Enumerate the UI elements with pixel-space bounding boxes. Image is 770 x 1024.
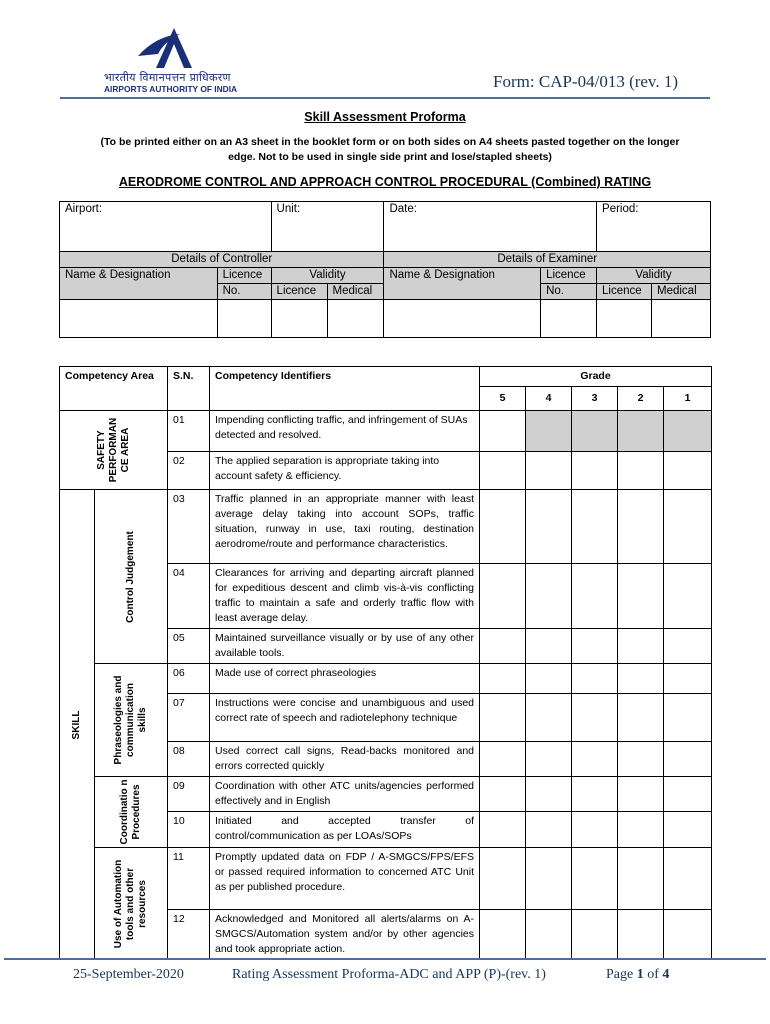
grade-1-cell[interactable] (664, 910, 712, 960)
sn-cell: 02 (168, 452, 210, 490)
grade-header: Grade (480, 367, 712, 387)
grade-2-cell[interactable] (618, 848, 664, 910)
grade-1-cell[interactable] (664, 848, 712, 910)
grade-2-cell[interactable] (618, 910, 664, 960)
grade-1-cell[interactable] (664, 812, 712, 848)
grade-2-cell[interactable] (618, 564, 664, 629)
sn-cell: 09 (168, 777, 210, 812)
controller-validity-medical-header: Medical (327, 284, 384, 300)
sn-cell: 08 (168, 742, 210, 777)
grade-4-cell[interactable] (526, 664, 572, 694)
grade-2-cell[interactable] (618, 490, 664, 564)
identifier-cell: Promptly updated data on FDP / A-SMGCS/FPS/EFS or passed required information to concerned ATC Unit as per published procedure. (210, 848, 480, 910)
footer-date: 25-September-2020 (73, 967, 184, 982)
controller-name-header: Name & Designation (60, 268, 218, 300)
page-total: 4 (662, 967, 670, 982)
form-number: Form: CAP-04/013 (rev. 1) (493, 72, 678, 91)
grade-4-cell[interactable] (526, 629, 572, 664)
controller-validity-licence-input[interactable] (271, 300, 327, 338)
grade-4-cell[interactable] (526, 490, 572, 564)
grade-1-cell[interactable] (664, 777, 712, 812)
aai-logo (104, 26, 254, 94)
header-divider (60, 97, 710, 99)
grade-5-cell[interactable] (480, 664, 526, 694)
grade-3-cell[interactable] (572, 777, 618, 812)
grade-1-cell[interactable] (664, 664, 712, 694)
unit-field[interactable]: Unit: (271, 202, 384, 252)
grade-2-cell[interactable] (618, 812, 664, 848)
examiner-details-header: Details of Examiner (384, 252, 711, 268)
table-row (60, 777, 712, 812)
footer-divider (4, 958, 766, 960)
sub-area-control-judgement: Control Judgement (95, 490, 168, 664)
grade-1-cell[interactable] (664, 629, 712, 664)
airport-field[interactable]: Airport: (60, 202, 272, 252)
sn-cell: 01 (168, 411, 210, 452)
grade-4-cell[interactable] (526, 411, 572, 452)
identifiers-header: Competency Identifiers (210, 367, 480, 411)
grade-3-cell[interactable] (572, 742, 618, 777)
page-number: 1 (636, 967, 644, 982)
grade-5-cell[interactable] (480, 452, 526, 490)
grade-5-header: 5 (480, 387, 526, 411)
table-row (60, 664, 712, 694)
grade-5-cell[interactable] (480, 812, 526, 848)
grade-5-cell[interactable] (480, 694, 526, 742)
logo-hindi-text: भारतीय विमानपत्तन प्राधिकरण (104, 71, 231, 84)
examiner-validity-licence-input[interactable] (597, 300, 652, 338)
document-title: Skill Assessment Proforma (304, 110, 466, 124)
grade-4-cell[interactable] (526, 777, 572, 812)
rating-title: AERODROME CONTROL AND APPROACH CONTROL PROCEDURAL (Combined) RATING (118, 175, 652, 189)
grade-1-header: 1 (664, 387, 712, 411)
grade-4-cell[interactable] (526, 564, 572, 629)
grade-2-cell[interactable] (618, 664, 664, 694)
grade-5-cell[interactable] (480, 910, 526, 960)
examiner-licence-no-header: No. (541, 284, 597, 300)
grade-3-cell[interactable] (572, 694, 618, 742)
identifier-cell: Maintained surveillance visually or by use of any other available tools. (210, 629, 480, 664)
identifier-cell: Traffic planned in an appropriate manner with least average delay taking into account SOPs, traffic situation, runway in use, taxi routing, destination aerodrome/route and performance characteristics. (210, 490, 480, 564)
identifier-cell: Impending conflicting traffic, and infringement of SUAs detected and resolved. (210, 411, 480, 452)
controller-validity-header: Validity (271, 268, 384, 284)
examiner-validity-medical-header: Medical (652, 284, 711, 300)
grade-3-cell[interactable] (572, 910, 618, 960)
examiner-licence-header: Licence (541, 268, 597, 284)
grade-2-cell[interactable] (618, 411, 664, 452)
sub-area-phraseologies: Phraseologies and communication skills (95, 664, 168, 777)
controller-validity-medical-input[interactable] (327, 300, 384, 338)
info-table (59, 201, 711, 338)
sub-area-coordination: Coordinatio n Procedures (95, 777, 168, 848)
grade-2-header: 2 (618, 387, 664, 411)
grade-2-cell[interactable] (618, 694, 664, 742)
sn-cell: 11 (168, 848, 210, 910)
controller-name-input[interactable] (60, 300, 218, 338)
grade-5-cell[interactable] (480, 742, 526, 777)
examiner-name-header: Name & Designation (384, 268, 541, 300)
grade-1-cell[interactable] (664, 694, 712, 742)
competency-table (59, 366, 712, 960)
grade-4-header: 4 (526, 387, 572, 411)
grade-1-cell[interactable] (664, 742, 712, 777)
grade-1-cell[interactable] (664, 564, 712, 629)
identifier-cell: Initiated and accepted transfer of control/communication as per LOAs/SOPs (210, 812, 480, 848)
identifier-cell: Used correct call signs, Read-backs monitored and errors corrected quickly (210, 742, 480, 777)
sn-cell: 06 (168, 664, 210, 694)
grade-3-cell[interactable] (572, 490, 618, 564)
grade-3-cell[interactable] (572, 848, 618, 910)
page-indicator: Page 1 of 4 (606, 967, 670, 982)
area-skill: SKILL (60, 490, 95, 960)
sn-cell: 03 (168, 490, 210, 564)
grade-5-cell[interactable] (480, 564, 526, 629)
grade-3-header: 3 (572, 387, 618, 411)
identifier-cell: Clearances for arriving and departing aircraft planned for expeditious descent and climb vis-à-vis conflicting traffic to maintain a safe and orderly traffic flow with least average delay. (210, 564, 480, 629)
controller-licence-header: Licence (217, 268, 271, 284)
logo-english-text: AIRPORTS AUTHORITY OF INDIA (104, 84, 238, 94)
sn-header: S.N. (168, 367, 210, 411)
grade-2-cell[interactable] (618, 629, 664, 664)
sn-cell: 07 (168, 694, 210, 742)
sn-cell: 10 (168, 812, 210, 848)
grade-1-cell[interactable] (664, 411, 712, 452)
examiner-licence-no-input[interactable] (541, 300, 597, 338)
identifier-cell: Acknowledged and Monitored all alerts/alarms on A-SMGCS/Automation system and/or by other agencies and took appropriate action. (210, 910, 480, 960)
grade-2-cell[interactable] (618, 452, 664, 490)
controller-licence-no-header: No. (217, 284, 271, 300)
controller-licence-no-input[interactable] (217, 300, 271, 338)
period-field[interactable]: Period: (597, 202, 711, 252)
grade-4-cell[interactable] (526, 848, 572, 910)
grade-4-cell[interactable] (526, 812, 572, 848)
identifier-cell: The applied separation is appropriate taking into account safety & efficiency. (210, 452, 480, 490)
area-safety-performance: SAFETY PERFORMAN CE AREA (60, 411, 168, 490)
grade-3-cell[interactable] (572, 564, 618, 629)
grade-4-cell[interactable] (526, 742, 572, 777)
examiner-validity-medical-input[interactable] (652, 300, 711, 338)
identifier-cell: Instructions were concise and unambiguous and used correct rate of speech and radiotelephony technique (210, 694, 480, 742)
grade-3-cell[interactable] (572, 664, 618, 694)
table-row (60, 848, 712, 910)
examiner-name-input[interactable] (384, 300, 541, 338)
grade-2-cell[interactable] (618, 742, 664, 777)
aai-emblem-icon (134, 26, 214, 70)
grade-3-cell[interactable] (572, 812, 618, 848)
grade-5-cell[interactable] (480, 490, 526, 564)
grade-4-cell[interactable] (526, 910, 572, 960)
sn-cell: 05 (168, 629, 210, 664)
examiner-validity-licence-header: Licence (597, 284, 652, 300)
table-row (60, 411, 712, 452)
grade-5-cell[interactable] (480, 629, 526, 664)
grade-1-cell[interactable] (664, 490, 712, 564)
table-row (60, 490, 712, 564)
date-field[interactable]: Date: (384, 202, 597, 252)
identifier-cell: Made use of correct phraseologies (210, 664, 480, 694)
controller-validity-licence-header: Licence (271, 284, 327, 300)
competency-area-header: Competency Area (60, 367, 168, 411)
sub-area-automation: Use of Automation tools and other resources (95, 848, 168, 960)
print-note: (To be printed either on an A3 sheet in the booklet form or on both sides on A4 sheets pasted together on the longer edge. Not to be used in single side print and lose/stapled sheets) (100, 136, 680, 163)
sn-cell: 12 (168, 910, 210, 960)
grade-1-cell[interactable] (664, 452, 712, 490)
footer-title: Rating Assessment Proforma-ADC and APP (P)-(rev. 1) (232, 967, 546, 982)
grade-5-cell[interactable] (480, 411, 526, 452)
grade-4-cell[interactable] (526, 452, 572, 490)
grade-3-cell[interactable] (572, 452, 618, 490)
controller-details-header: Details of Controller (60, 252, 384, 268)
grade-3-cell[interactable] (572, 629, 618, 664)
examiner-validity-header: Validity (597, 268, 711, 284)
identifier-cell: Coordination with other ATC units/agencies performed effectively and in English (210, 777, 480, 812)
grade-3-cell[interactable] (572, 411, 618, 452)
grade-4-cell[interactable] (526, 694, 572, 742)
grade-5-cell[interactable] (480, 848, 526, 910)
grade-5-cell[interactable] (480, 777, 526, 812)
sn-cell: 04 (168, 564, 210, 629)
grade-2-cell[interactable] (618, 777, 664, 812)
